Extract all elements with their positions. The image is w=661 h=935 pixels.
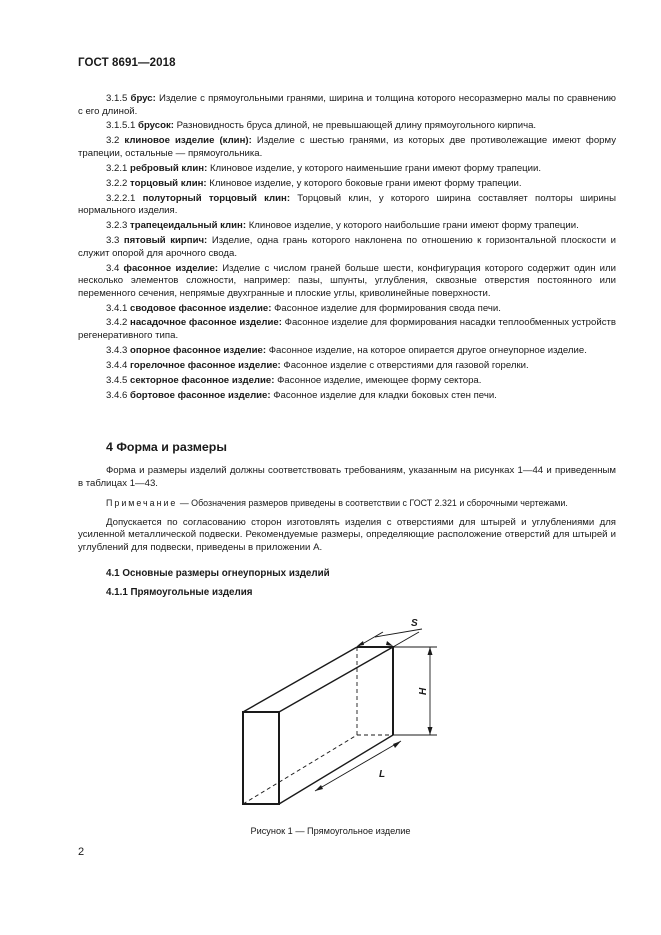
front-face [243, 712, 279, 804]
definition-item: 3.1.5.1 брусок: Разновидность бруса длиной, не превышающей длину прямоугольного кирпича. [106, 120, 537, 132]
definition-item: 3.4.4 горелочное фасонное изделие: Фасонное изделие с отверстиями для газовой горелки. [106, 359, 529, 371]
dimension-h [393, 647, 437, 735]
definition-item: 3.4.3 опорное фасонное изделие: Фасонное изделие, на которое опирается другое огнеупорное изделие. [106, 344, 587, 356]
definition-item: 3.2.2.1 полуторный торцовый клин: Торцовый клин, у которого ширина составляет полторы ширины нормального изделия. [78, 192, 616, 217]
document-header: ГОСТ 8691—2018 [78, 57, 176, 69]
definition-item: 3.4.1 сводовое фасонное изделие: Фасонное изделие для формирования свода печи. [106, 302, 501, 314]
dimension-l [315, 735, 407, 791]
dimension-label-s: S [411, 618, 418, 629]
dimension-label-h: H [418, 687, 429, 695]
rectangular-brick-drawing [225, 608, 450, 808]
definition-item: 3.3 пятовый кирпич: Изделие, одна грань которого наклонена по отношению к горизонтальной плоскости и служит опорой для арочного свода. [78, 235, 617, 259]
definitions-list [78, 93, 616, 402]
subsection-heading: 4.1 Основные размеры огнеупорных изделий [106, 568, 330, 579]
definition-item: 3.2.2 торцовый клин: Клиновое изделие, у которого боковые грани имеют форму трапеции. [106, 177, 522, 189]
page-number: 2 [78, 846, 85, 858]
definition-item: 3.4.5 секторное фасонное изделие: Фасонное изделие, имеющее форму сектора. [106, 374, 482, 386]
note: Примечание — Обозначения размеров приведены в соответствии с ГОСТ 2.321 и сборочными чертежами. [106, 498, 568, 509]
paragraph: Форма и размеры изделий должны соответствовать требованиям, указанным на рисунках 1—44 и приведенным в таблицах 1—43. [78, 465, 616, 489]
dimension-label-l: L [379, 769, 386, 780]
definition-item: 3.2 клиновое изделие (клин): Изделие с шестью гранями, из которых две противолежащие имеют форму трапеции, остальные — прямоугольника. [78, 135, 616, 159]
definition-item: 3.2.1 ребровый клин: Клиновое изделие, у которого наименьшие грани имеют форму трапеции. [106, 162, 542, 174]
definition-item: 3.2.3 трапецеидальный клин: Клиновое изделие, у которого наибольшие грани имеют форму трапеции. [106, 220, 579, 232]
definition-item: 3.4.6 бортовое фасонное изделие: Фасонное изделие для кладки боковых стен печи. [106, 389, 497, 401]
figure-rectangular-product [225, 608, 450, 813]
paragraph: Допускается по согласованию сторон изготовлять изделия с отверстиями для штырей и углублениями для усиленной металлической подвески. Рекомендуемые размеры, определяющие расположение отверстий для штырей и углублений для подвески, приведены в приложении А. [78, 516, 616, 553]
back-face [357, 647, 393, 735]
definition-item: 3.1.5 брус: Изделие с прямоугольными гранями, ширина и толщина которого несоразмерно малы по сравнению с его длиной. [78, 93, 616, 117]
definition-item: 3.4.2 насадочное фасонное изделие: Фасонное изделие для формирования насадки теплообменных устройств регенеративного типа. [78, 317, 616, 342]
definition-item: 3.4 фасонное изделие: Изделие с числом граней больше шести, конфигурация которого содержит один или несколько элементов сложности, например: пазы, шпунты, углубления, сквозные отверстия постоянного или переменного сечения, непрямые двухгранные и плоские углы, криволинейные поверхности. [78, 262, 616, 299]
subsection-heading: 4.1.1 Прямоугольные изделия [106, 587, 253, 598]
section-heading: 4 Форма и размеры [106, 440, 227, 454]
figure-caption: Рисунок 1 — Прямоугольное изделие [250, 826, 411, 836]
section-body [78, 465, 616, 555]
